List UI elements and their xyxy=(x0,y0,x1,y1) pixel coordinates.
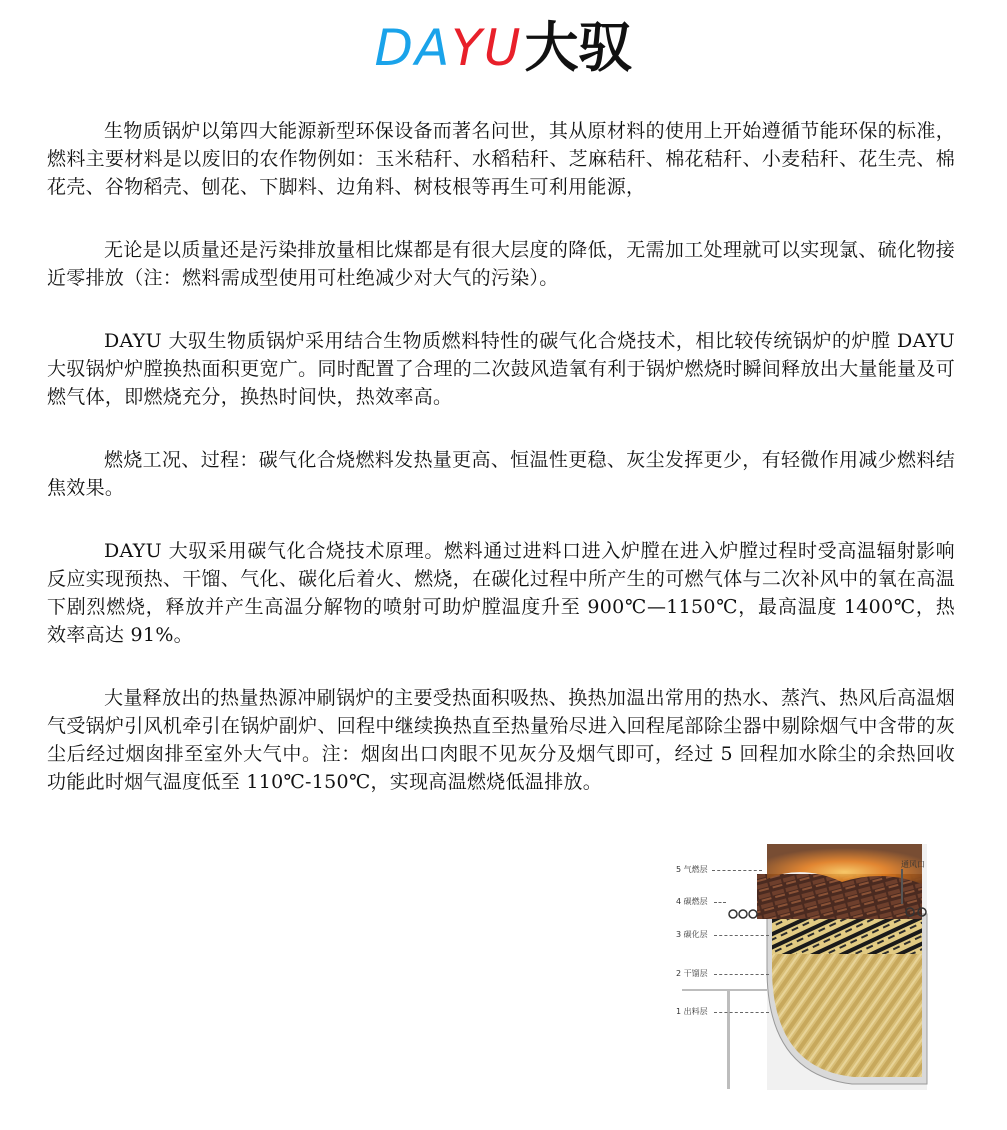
layer-guide-1 xyxy=(714,1012,769,1013)
layer-label-4: 4 碳燃层 xyxy=(676,897,708,906)
layer-guide-4 xyxy=(714,902,726,903)
layer-label-1: 1 出料层 xyxy=(676,1007,708,1016)
brand-logo xyxy=(0,18,1007,88)
paragraph-combustion: 燃烧工况、过程：碳气化合烧燃料发热量更高、恒温性更稳、灰尘发挥更少，有轻微作用减少燃料结焦效果。 xyxy=(47,449,955,499)
logo-letter-a: A xyxy=(415,19,452,77)
logo-letter-u: U xyxy=(483,19,523,77)
layer-guide-3 xyxy=(714,935,769,936)
paragraph-heat-flow: 大量释放出的热量热源冲刷锅炉的主要受热面积吸热、换热加温出常用的热水、蒸汽、热风后高温烟气受锅炉引风机牵引在锅炉副炉、回程中继续换热直至热量殆尽进入回程尾部除尘器中剔除烟气中含带的灰尘后经过烟囱排至室外大气中。注：烟囱出口肉眼不见灰分及烟气即可，经过 5 回程加水除尘的余热回收功能此时烟气温度低至 110℃-150℃，实现高温燃烧低温排放。 xyxy=(47,687,955,793)
layer-label-2: 2 干馏层 xyxy=(676,969,708,978)
paragraph-technology: DAYU 大驭生物质锅炉采用结合生物质燃料特性的碳气化合烧技术，相比较传统锅炉的炉膛 DAYU 大驭锅炉炉膛换热面积更宽广。同时配置了合理的二次鼓风造氧有利于锅炉燃烧时瞬间释放出大量能量及可燃气体，即燃烧充分，换热时间快，热效率高。 xyxy=(47,330,955,408)
furnace-illustration xyxy=(672,844,936,1090)
logo-letter-d: D xyxy=(374,19,416,77)
layer-guide-2 xyxy=(714,974,769,975)
logo-latin-text xyxy=(375,18,523,78)
article-body xyxy=(47,117,955,831)
paragraph-emissions: 无论是以质量还是污染排放量相比煤都是有很大层度的降低，无需加工处理就可以实现氯、硫化物接近零排放（注：燃料需成型使用可杜绝减少对大气的污染）。 xyxy=(47,239,955,289)
paragraph-principle: DAYU 大驭采用碳气化合烧技术原理。燃料通过进料口进入炉膛在进入炉膛过程时受高温辐射影响反应实现预热、干馏、气化、碳化后着火、燃烧，在碳化过程中所产生的可燃气体与二次补风中的氧在高温下剧烈燃烧，释放并产生高温分解物的喷射可助炉膛温度升至 900℃—1150℃，最高温度 1400℃，热效率高达 91%。 xyxy=(47,540,955,646)
logo-chinese-text: 大驭 xyxy=(524,16,633,79)
layer-label-5: 5 气燃层 xyxy=(676,865,708,874)
furnace-layer-diagram xyxy=(672,844,936,1090)
air-inlet-label: 通风口 xyxy=(901,860,925,869)
logo-letter-y: Y xyxy=(451,19,484,77)
layer-label-3: 3 碳化层 xyxy=(676,930,708,939)
paragraph-intro: 生物质锅炉以第四大能源新型环保设备而著名问世，其从原材料的使用上开始遵循节能环保的标准，燃料主要材料是以废旧的农作物例如：玉米秸秆、水稻秸秆、芝麻秸秆、棉花秸秆、小麦秸秆、花生壳、棉花壳、谷物稻壳、刨花、下脚料、边角料、树枝根等再生可利用能源， xyxy=(47,120,955,198)
layer-guide-5 xyxy=(712,870,762,871)
